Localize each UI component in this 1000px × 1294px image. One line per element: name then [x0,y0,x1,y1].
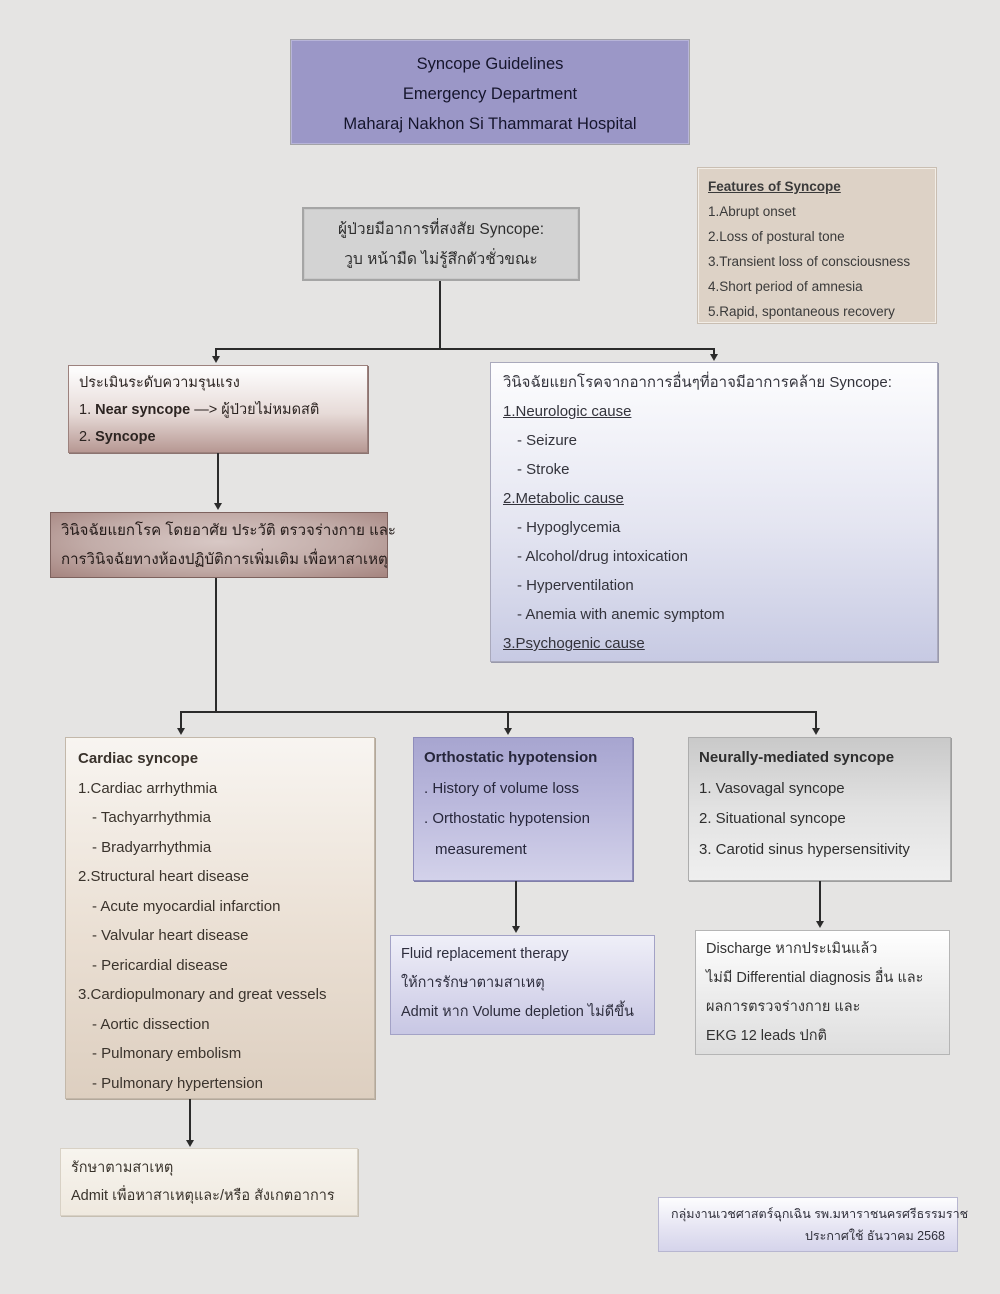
cardiac-item: - Pulmonary embolism [92,1045,242,1062]
title-line-1: Syncope Guidelines [416,55,564,73]
differential-diagnosis-box [490,362,938,662]
severity-item2-term: Syncope [95,429,156,445]
title-line-3: Maharaj Nakhon Si Thammarat Hospital [343,115,637,133]
footer-credit-box [658,1197,969,1252]
discharge-line-1: Discharge หากประเมินแล้ว [706,941,878,957]
differential-item: - Stroke [517,461,570,478]
severity-item1-note: —> ผู้ป่วยไม่หมดสติ [190,402,320,418]
cardiac-item: - Tachyarrhythmia [92,809,211,826]
differential-item: - Hypoglycemia [517,519,621,536]
diagnosis-line-2: การวินิจฉัยทางห้องปฏิบัติการเพิ่มเติม เพื่อหาสาเหตุ [61,551,388,568]
differential-item: - Hyperventilation [517,577,634,594]
patient-line-1: ผู้ป่วยมีอาการที่สงสัย Syncope: [337,221,545,238]
differential-item: - Anemia with anemic symptom [517,606,725,623]
differential-cause-neurologic: 1.Neurologic cause [503,403,632,420]
connector-diagnosis-stem [215,578,217,713]
cardiac-title: Cardiac syncope [78,750,199,767]
cardiac-item: 3.Cardiopulmonary and great vessels [78,986,327,1003]
diagnosis-method-box [50,512,396,578]
arrowhead-differential [710,354,718,361]
cardiac-item: - Bradyarrhythmia [92,838,212,856]
fluid-line-1: Fluid replacement therapy [401,946,569,962]
severity-assessment-box [68,365,368,453]
differential-item: - Alcohol/drug intoxication [517,548,688,565]
cardiac-item: - Pulmonary hypertension [92,1074,263,1092]
connector-drop-neurally [815,711,817,729]
differential-title: วินิจฉัยแยกโรคจากอาการอื่นๆที่อาจมีอาการคล้าย Syncope: [503,374,892,391]
connector-drop-orthostatic [507,711,509,729]
cardiac-item: - Valvular heart disease [92,927,249,944]
connector-top-split-bar [215,348,715,350]
severity-item2-number: 2. [79,429,96,445]
discharge-criteria-box [695,930,950,1055]
fluid-replacement-box [390,935,655,1035]
treatment-line-1: รักษาตามสาเหตุ [71,1160,174,1176]
orthostatic-title: Orthostatic hypotension [424,749,598,766]
patient-line-2: วูบ หน้ามืด ไม่รู้สึกตัวชั่วขณะ [344,251,538,268]
footer-line-1: กลุ่มงานเวชศาสตร์ฉุกเฉิน รพ.มหาราชนครศรีธรรมราช [671,1207,969,1221]
features-item: 3.Transient loss of consciousness [708,254,911,269]
discharge-line-4: EKG 12 leads ปกติ [706,1028,827,1044]
features-item: 1.Abrupt onset [708,204,796,219]
orthostatic-item: . Orthostatic hypotension [424,810,590,827]
discharge-line-2: ไม่มี Differential diagnosis อื่น และ [706,970,924,986]
differential-cause-metabolic: 2.Metabolic cause [503,490,624,507]
orthostatic-item: . History of volume loss [424,779,580,797]
orthostatic-item-continuation: measurement [435,840,527,858]
cardiac-item: - Aortic dissection [92,1015,210,1033]
cardiac-syncope-box [65,737,375,1099]
arrowhead-diagnosis [214,503,222,510]
cardiac-item: 2.Structural heart disease [78,868,249,885]
arrowhead-fluid [512,926,520,933]
neurally-item: 1. Vasovagal syncope [699,779,845,797]
diagnosis-line-1: วินิจฉัยแยกโรค โดยอาศัย ประวัติ ตรวจร่างกาย และ [61,522,396,539]
connector-drop-cardiac [180,711,182,729]
arrowhead-cardiac [177,728,185,735]
severity-item1-term: Near syncope [95,402,191,418]
severity-item-near-syncope [79,397,357,424]
arrowhead-orthostatic [504,728,512,735]
discharge-line-3: ผลการตรวจร่างกาย และ [706,999,861,1015]
connector-bottom-split-bar [180,711,817,713]
features-title: Features of Syncope [708,179,841,194]
features-item: 4.Short period of amnesia [708,279,863,294]
neurally-mediated-syncope-box [688,737,951,881]
arrowhead-discharge [816,921,824,928]
arrowhead-neurally [812,728,820,735]
features-of-syncope-box [697,167,937,324]
neurally-title: Neurally-mediated syncope [699,749,895,766]
severity-item-syncope [79,424,357,451]
arrowhead-treatment [186,1140,194,1147]
connector-orthostatic-to-fluid [515,881,517,927]
features-item: 2.Loss of postural tone [708,229,845,244]
connector-severity-to-diagnosis [217,453,219,504]
orthostatic-hypotension-box [413,737,633,881]
features-item: 5.Rapid, spontaneous recovery [708,304,895,319]
differential-item: - Seizure [517,432,578,449]
treatment-admit-box [60,1148,358,1216]
neurally-item: 2. Situational syncope [699,810,846,827]
arrowhead-severity [212,356,220,363]
fluid-line-3: Admit หาก Volume depletion ไม่ดีขึ้น [401,1004,634,1020]
title-box [291,40,689,144]
connector-patient-stem [439,281,441,349]
connector-neurally-to-discharge [819,881,821,922]
differential-cause-psychogenic: 3.Psychogenic cause [503,635,645,652]
severity-title: ประเมินระดับความรุนแรง [79,375,240,391]
title-line-2: Emergency Department [402,85,578,103]
connector-cardiac-to-treatment [189,1099,191,1141]
cardiac-item: - Pericardial disease [92,956,228,974]
fluid-line-2: ให้การรักษาตามสาเหตุ [401,975,545,991]
patient-symptoms-box [302,207,580,281]
footer-line-2: ประกาศใช้ ธันวาคม 2568 [804,1229,945,1243]
cardiac-item: - Acute myocardial infarction [92,897,281,915]
neurally-item: 3. Carotid sinus hypersensitivity [699,840,910,858]
severity-item1-number: 1. [79,402,96,418]
cardiac-item: 1.Cardiac arrhythmia [78,779,218,797]
treatment-line-2: Admit เพื่อหาสาเหตุและ/หรือ สังเกตอาการ [71,1188,335,1204]
